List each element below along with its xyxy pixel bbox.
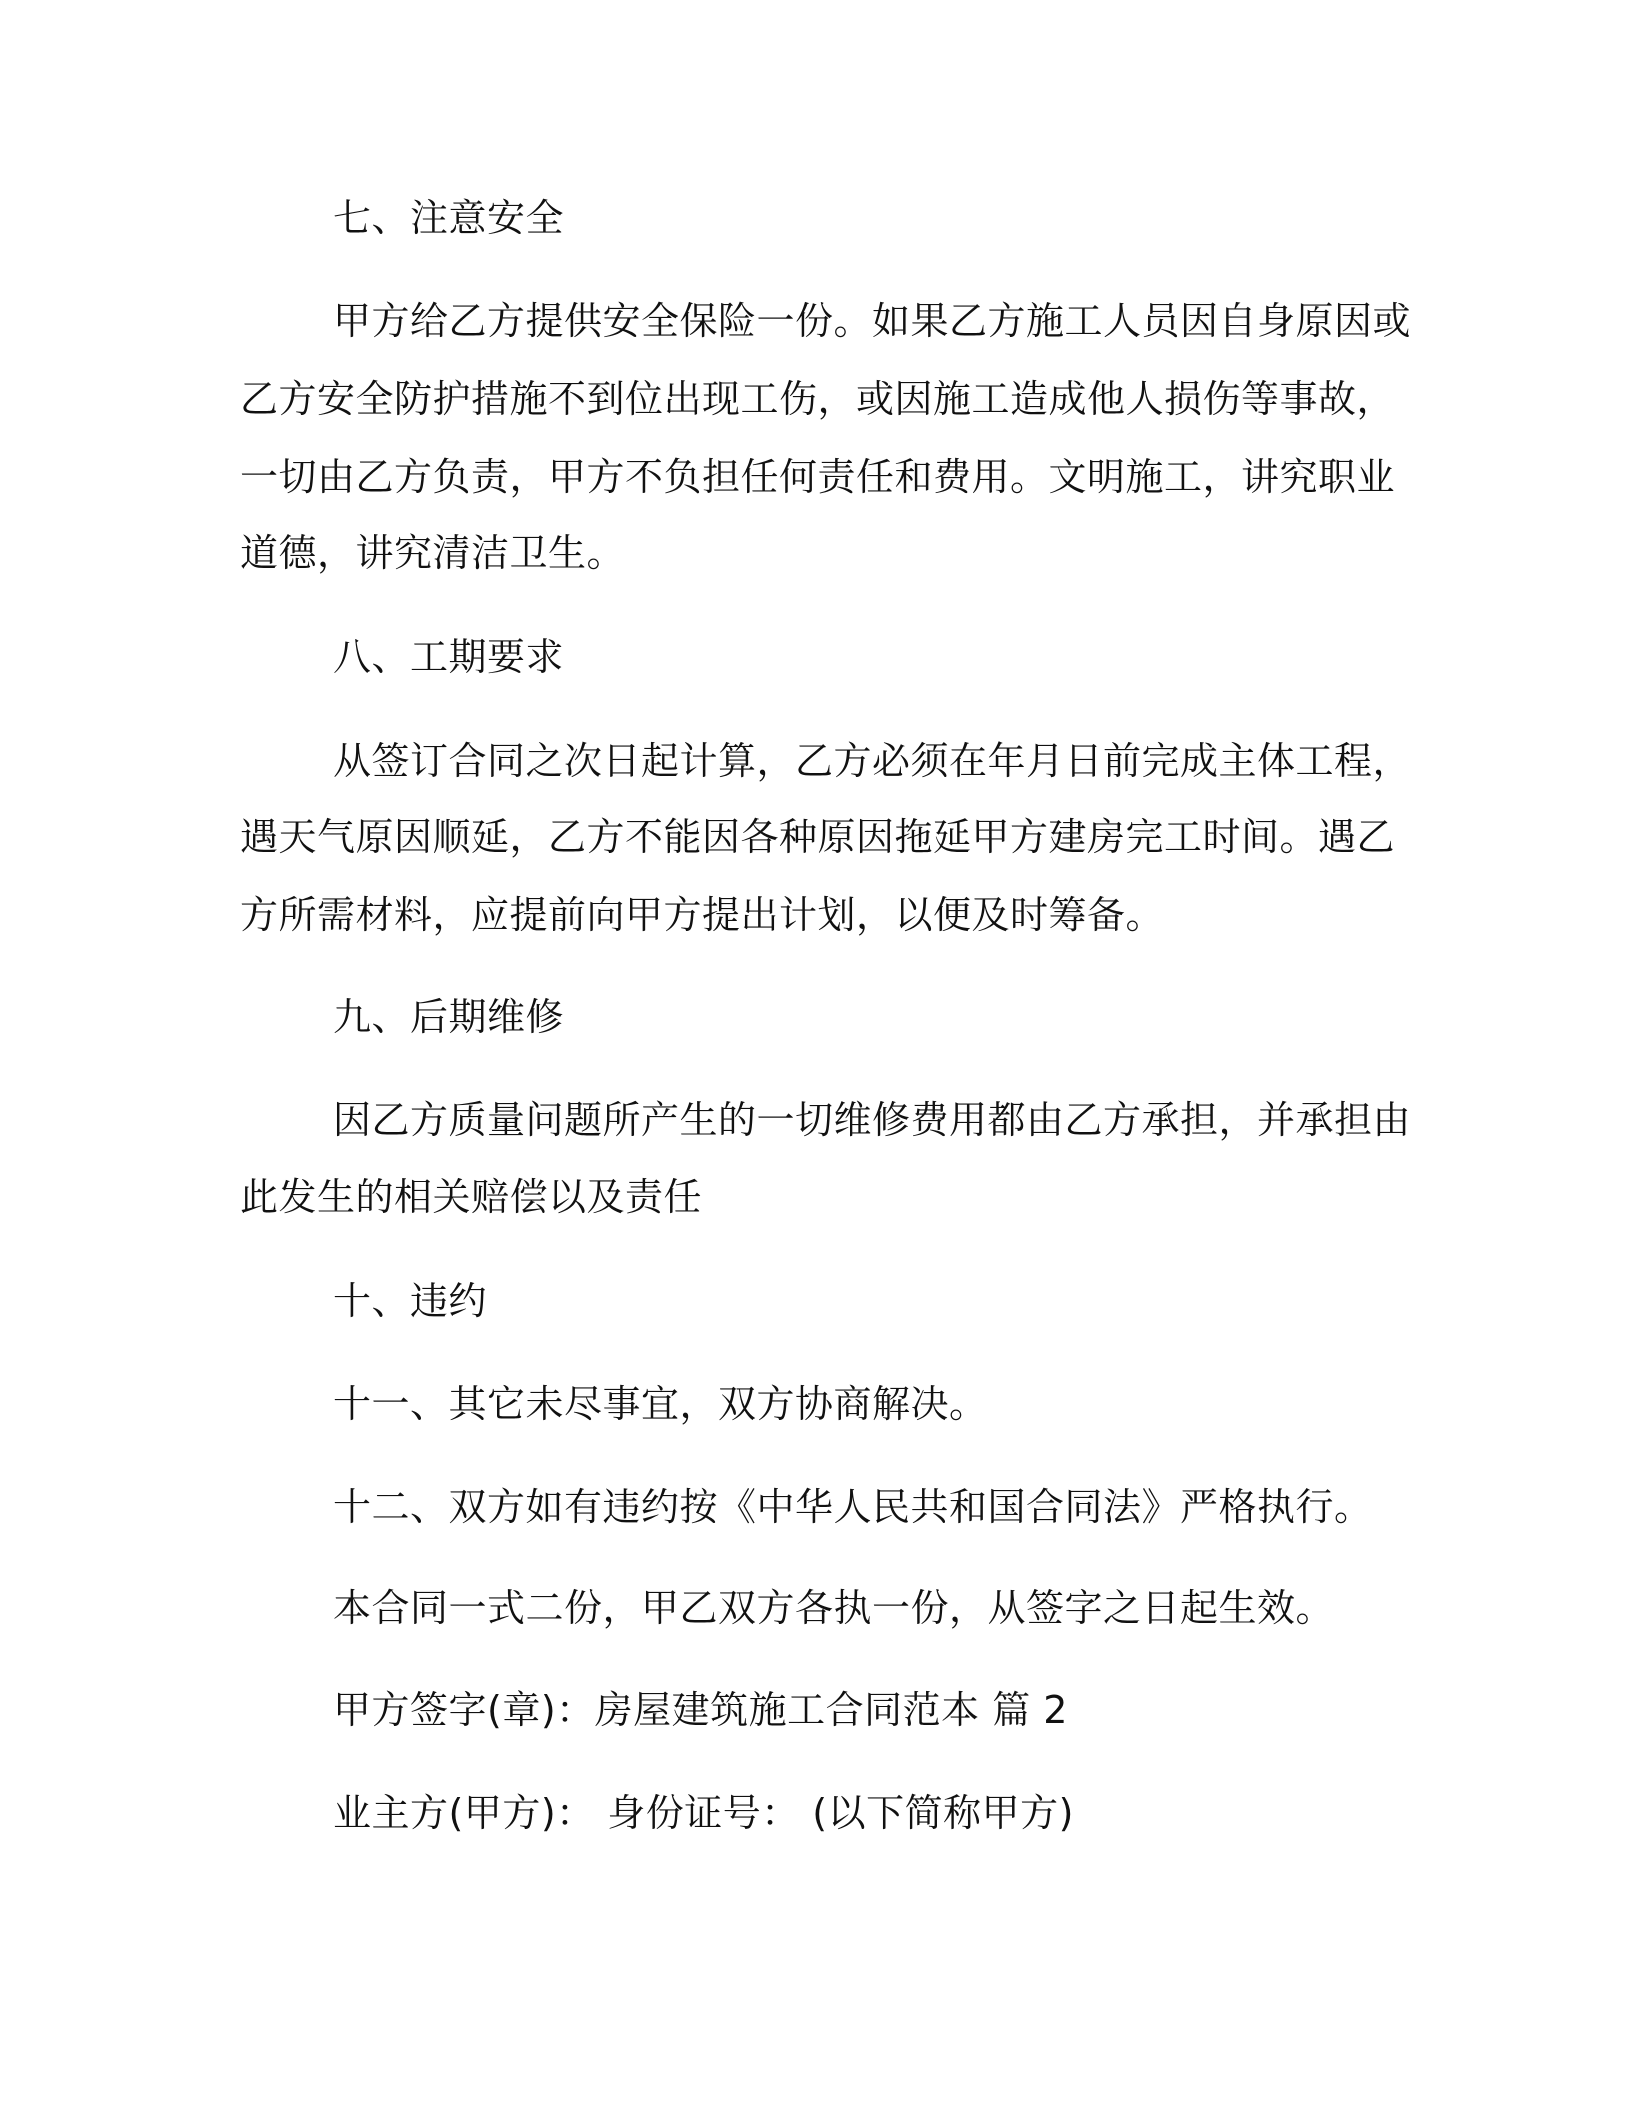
section-8-line-2: 遇天气原因顺延，乙方不能因各种原因拖延甲方建房完工时间。遇乙 xyxy=(240,815,1396,859)
owner-line: 业主方(甲方)： 身份证号： (以下简称甲方) xyxy=(333,1791,1074,1835)
section-10-heading: 十、违约 xyxy=(333,1279,488,1323)
section-9-line-1: 因乙方质量问题所产生的一切维修费用都由乙方承担，并承担由 xyxy=(333,1098,1412,1142)
section-9-line-2: 此发生的相关赔偿以及责任 xyxy=(240,1175,703,1219)
signature-line: 甲方签字(章)：房屋建筑施工合同范本 篇 2 xyxy=(333,1688,1068,1732)
section-8-line-1: 从签订合同之次日起计算，乙方必须在年月日前完成主体工程， xyxy=(333,739,1412,783)
section-7-heading: 七、注意安全 xyxy=(333,196,565,240)
section-8-heading: 八、工期要求 xyxy=(333,635,565,679)
section-7-line-3: 一切由乙方负责，甲方不负担任何责任和费用。文明施工，讲究职业 xyxy=(240,455,1396,499)
section-7-line-2: 乙方安全防护措施不到位出现工伤，或因施工造成他人损伤等事故， xyxy=(240,377,1396,421)
section-11-clause: 十一、其它未尽事宜，双方协商解决。 xyxy=(333,1382,988,1426)
section-8-line-3: 方所需材料，应提前向甲方提出计划，以便及时筹备。 xyxy=(240,893,1165,937)
copies-clause: 本合同一式二份，甲乙双方各执一份，从签字之日起生效。 xyxy=(333,1586,1335,1630)
section-7-line-1: 甲方给乙方提供安全保险一份。如果乙方施工人员因自身原因或 xyxy=(333,299,1412,343)
section-7-line-4: 道德，讲究清洁卫生。 xyxy=(240,531,626,575)
section-9-heading: 九、后期维修 xyxy=(333,995,565,1039)
section-12-clause: 十二、双方如有违约按《中华人民共和国合同法》严格执行。 xyxy=(333,1485,1373,1529)
